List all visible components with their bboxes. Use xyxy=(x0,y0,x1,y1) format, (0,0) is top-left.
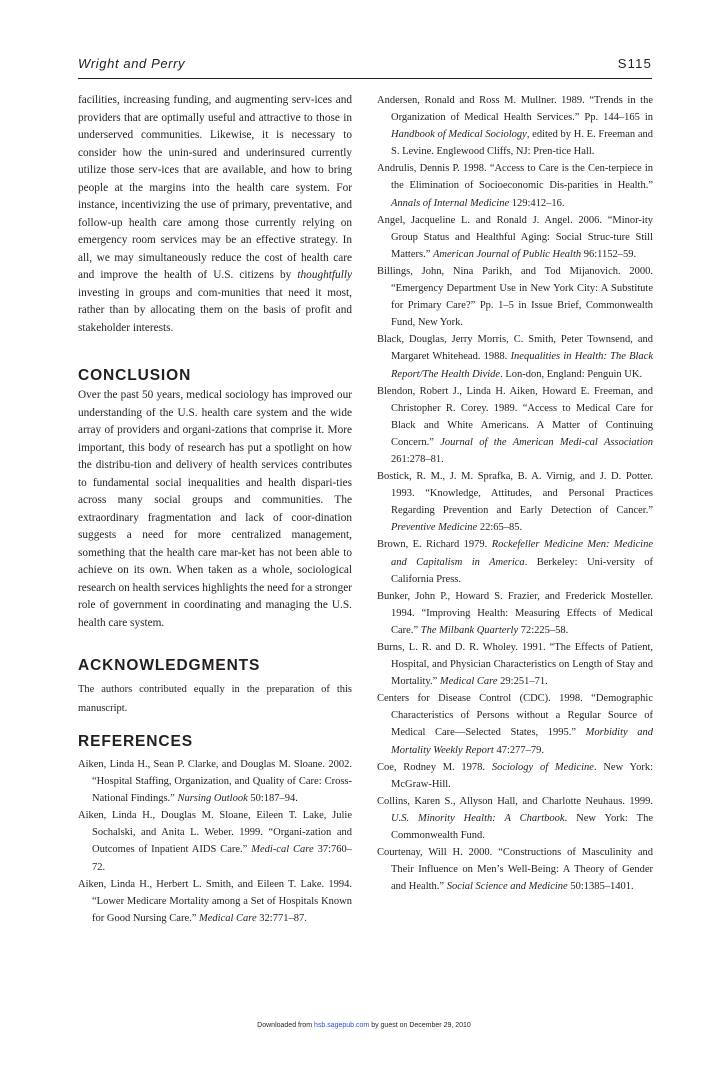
right-column xyxy=(377,92,653,895)
header-rule xyxy=(78,78,652,79)
reference-entry xyxy=(377,536,653,587)
text-run: Andersen, Ronald and Ross M. Mullner. 1989. “Trends in the Organization of Medical Health Services.” Pp. 144–165 in xyxy=(377,95,653,124)
text-run: 129:412–16. xyxy=(509,197,565,209)
page-number: S115 xyxy=(617,56,652,71)
reference-entry xyxy=(377,331,653,382)
italic-run: Social Science and Medicine xyxy=(446,881,568,893)
italic-run: Morbidity and Mortality Weekly Report xyxy=(391,727,653,756)
reference-entry xyxy=(377,690,653,758)
text-run: 32:771–87. xyxy=(256,912,307,924)
footer-link[interactable]: hsb.sagepub.com xyxy=(313,1022,370,1029)
reference-entry xyxy=(78,756,352,807)
text-run: 37:760–72. xyxy=(92,844,352,873)
text-run: Billings, John, Nina Parikh, and Tod Mijanovich. 2000. “Emergency Department Use in New York City: A Substitute for Primary Care?” Pp. 1–5 in Issue Brief, Commonwealth Fund, New York. xyxy=(377,265,653,329)
references-heading: REFERENCES xyxy=(78,733,193,750)
acknowledgments-heading: ACKNOWLEDGMENTS xyxy=(78,657,261,674)
italic-run: Medical Care xyxy=(439,676,498,688)
italic-run: Nursing Outlook xyxy=(177,793,248,805)
text-run: Courtenay, Will H. 2000. “Constructions of Masculinity and Their Influence on Men’s Well-Being: A Theory of Gender and Health.” xyxy=(377,847,653,893)
text-run: facilities, increasing funding, and augmenting serv-ices and providers that are optimally useful and attractive to those in underserved communities. Likewise, it is necessary to consider how the unin-sured and underinsured currently utilize those serv-ices that are available, and how to bring people at the margins into the health care system. For instance, incentivizing the use of primary, preventative, and follow-up health care among those currently relying on emergency room services may be an effective strategy. In all, we may simultaneously reduce the cost of health care and improve the health of U.S. citizens by xyxy=(78,94,352,281)
reference-entry xyxy=(377,759,653,793)
italic-run: Medi-cal Care xyxy=(251,844,314,856)
reference-entry xyxy=(377,92,653,160)
footer-suffix: by guest on December 29, 2010 xyxy=(369,1022,471,1029)
italic-run: Inequalities in Health: The Black Report/The Health Divide xyxy=(391,351,654,380)
text-run: Brown, E. Richard 1979. xyxy=(377,539,492,551)
text-run: 72:225–58. xyxy=(518,624,569,636)
text-run: Aiken, Linda H., Douglas M. Sloane, Eileen T. Lake, Julie Sochalski, and Anita L. Weber. 1999. “Organi-zation and Outcomes of Inpatient AIDS Care.” xyxy=(78,810,352,856)
text-run: Aiken, Linda H., Sean P. Clarke, and Douglas M. Sloane. 2002. “Hospital Staffing, Organization, and Quality of Care: Cross-National Findings.” xyxy=(78,759,352,805)
italic-run: American Journal of Public Health xyxy=(433,248,582,260)
text-run: Blendon, Robert J., Linda H. Aiken, Howard E. Freeman, and Christopher R. Corey. 1989. “Access to Medical Care for Black and White Americans. A Matter of Continuing Concern.” xyxy=(377,385,653,448)
text-run: Coe, Rodney M. 1978. xyxy=(377,761,492,773)
conclusion-heading: CONCLUSION xyxy=(78,367,192,384)
conclusion-paragraph: Over the past 50 years, medical sociology has improved our understanding of the U.S. health care system and the wide array of providers and organi-zations that comprise it. More important, this body of research has put a spotlight on how the distribu-tion and delivery of health services contributes to fundamental social inequalities and health dispari-ties across many social groups and communities. The extraordinary fragmentation and lack of coor-dination suggests a need for more centralized management, something that the health care mar-ket has not been able to achieve on its own. When taken as a whole, sociological research on health services highlights the need for a stronger role of government in coordinating and managing the U.S. health care system. xyxy=(78,389,352,629)
acknowledgments-text: The authors contributed equally in the preparation of this manuscript. xyxy=(78,684,352,714)
reference-entry xyxy=(377,212,653,263)
text-run: Bostick, R. M., J. M. Sprafka, B. A. Virnig, and J. D. Potter. 1993. “Knowledge, Attitudes, and Personal Practices Regarding Prevention and Early Detection of Cancer.” xyxy=(377,471,653,517)
text-run: Bunker, John P., Howard S. Frazier, and Frederick Mosteller. 1994. “Improving Health: Measuring Effects of Medical Care.” xyxy=(377,590,653,636)
text-run: . Berkeley: Uni-versity of California Press. xyxy=(391,556,653,585)
text-run: Centers for Disease Control (CDC). 1998. “Demographic Characteristics of Persons without a Regular Source of Medical Care—Selected States, 1995.” xyxy=(377,693,653,739)
references-list-right xyxy=(377,92,653,895)
text-run: Aiken, Linda H., Herbert L. Smith, and Eileen T. Lake. 1994. “Lower Medicare Mortality among a Set of Hospitals Known for Good Nursing Care.” xyxy=(78,878,352,924)
text-run: . Lon-don, England: Penguin UK. xyxy=(500,368,643,380)
italic-run: Sociology of Medicine xyxy=(491,761,594,773)
reference-entry xyxy=(377,639,653,690)
download-footer xyxy=(0,1022,728,1029)
reference-entry xyxy=(377,468,653,536)
italic-run: Annals of Internal Medicine xyxy=(391,197,510,209)
text-run: 47:277–79. xyxy=(493,744,545,756)
reference-entry xyxy=(377,793,653,844)
left-column xyxy=(78,92,352,927)
italic-run: U.S. Minority Health: A Chartbook xyxy=(391,812,565,824)
text-run: 22:65–85. xyxy=(477,522,523,534)
reference-entry xyxy=(377,588,653,639)
italic-run: Medical Care xyxy=(199,912,257,924)
text-run: investing in groups and com-munities that need it most, rather than by allocating them on the basis of profit and stakeholder interests. xyxy=(78,286,352,334)
footer-prefix: Downloaded from xyxy=(257,1022,314,1029)
running-title: Wright and Perry xyxy=(78,56,186,71)
reference-entry xyxy=(377,383,653,468)
running-header xyxy=(78,56,652,74)
text-run: Andrulis, Dennis P. 1998. “Access to Care is the Cen-terpiece in the Elimination of Socioeconomic Dis-parities in Health.” xyxy=(377,163,653,192)
text-run: 50:187–94. xyxy=(247,793,298,805)
italic-run: Journal of the American Medi-cal Association xyxy=(440,436,653,448)
references-list-left xyxy=(78,756,352,927)
italic-run: thoughtfully xyxy=(297,269,352,281)
reference-entry xyxy=(78,876,352,927)
intro-paragraph xyxy=(78,92,352,337)
reference-entry xyxy=(377,160,653,211)
italic-run: Handbook of Medical Sociology xyxy=(391,129,527,141)
text-run: Angel, Jacqueline L. and Ronald J. Angel. 2006. “Minor-ity Group Status and Healthful Aging: Social Struc-ture Still Matters.” xyxy=(377,214,653,260)
text-run: Burns, L. R. and D. R. Wholey. 1991. “The Effects of Patient, Hospital, and Physician Characteristics on Length of Stay and Mortality.” xyxy=(377,642,653,688)
italic-run: Preventive Medicine xyxy=(391,522,478,534)
text-run: 96:1152–59. xyxy=(581,248,637,260)
italic-run: The Milbank Quarterly xyxy=(420,624,519,636)
text-run: 29:251–71. xyxy=(497,676,548,688)
text-run: , edited by H. E. Freeman and S. Levine. Englewood Cliffs, NJ: Pren-tice Hall. xyxy=(391,129,654,158)
italic-run: Rockefeller Medicine Men: Medicine and Capitalism in America xyxy=(391,539,653,568)
reference-entry xyxy=(377,844,653,895)
text-run: . New York: The Commonwealth Fund. xyxy=(391,812,653,842)
text-run: Collins, Karen S., Allyson Hall, and Charlotte Neuhaus. 1999. xyxy=(377,795,653,807)
text-run: Black, Douglas, Jerry Morris, C. Smith, Peter Townsend, and Margaret Whitehead. 1988. xyxy=(377,334,653,363)
reference-entry xyxy=(78,807,352,875)
text-run: 50:1385–1401. xyxy=(567,881,634,893)
text-run: . New York: McGraw-Hill. xyxy=(391,761,653,790)
text-run: 261:278–81. xyxy=(391,453,444,465)
reference-entry xyxy=(377,263,653,331)
